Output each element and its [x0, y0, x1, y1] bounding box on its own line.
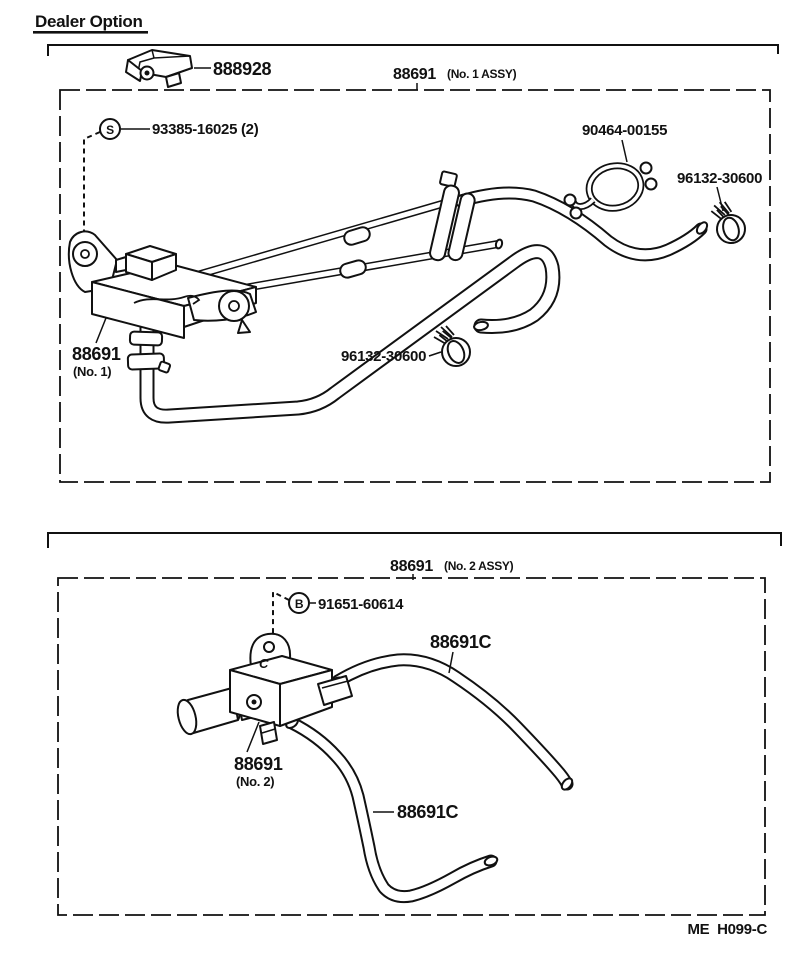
page-code: ME H099-C: [687, 921, 767, 938]
assembly1-drawing: [69, 161, 749, 416]
page-header: [33, 12, 148, 34]
valve2-number: 88691: [234, 754, 283, 774]
assembly2-box: [58, 578, 765, 915]
screw-number: 93385-16025 (2): [152, 121, 259, 138]
assembly2-bracket: [48, 533, 781, 548]
title-underline: [33, 31, 148, 34]
assembly2-number: 88691: [390, 558, 433, 575]
hose-clamp-lower-number: 96132-30600: [341, 348, 427, 365]
hose-clamp-lower-leader: [429, 352, 441, 356]
valve2-leader: [247, 722, 259, 752]
valve1-suffix: (No. 1): [73, 364, 112, 379]
valve1-number: 88691: [72, 344, 121, 364]
valve2-suffix: (No. 2): [236, 774, 275, 789]
page-title: Dealer Option: [35, 12, 143, 31]
bolt-symbol: B: [294, 597, 304, 611]
pipe-clip-icon: [339, 259, 368, 280]
hose-clamp-right-icon: [707, 200, 748, 245]
hose2-upper-number: 88691C: [430, 632, 492, 652]
bolt-dashed-leader: [273, 592, 289, 636]
wire-clamp-leader: [622, 140, 627, 162]
hose-upper-open-end: [695, 220, 709, 235]
assembly2-title: [390, 558, 514, 580]
valve2-icon: [175, 634, 352, 744]
assembly1-number: 88691: [393, 66, 436, 83]
valve1-icon: [69, 231, 256, 338]
wire-clamp-number: 90464-00155: [582, 122, 668, 139]
dealer-clip-icon: [126, 50, 192, 87]
wire-clamp-icon: [565, 161, 657, 218]
tube-band-clamp-icon: [130, 331, 162, 345]
assembly2-suffix: (No. 2 ASSY): [444, 559, 514, 573]
valve2-bracket-mark: C: [259, 656, 269, 671]
screw-dashed-leader: [84, 132, 100, 232]
hose2-lower-number: 88691C: [397, 802, 459, 822]
dealer-clip-number: 888928: [213, 59, 272, 79]
screw-symbol: S: [106, 123, 114, 137]
hose-clamp-right-number: 96132-30600: [677, 170, 763, 187]
valve1-leader: [96, 318, 106, 343]
hose-clamp-lower-icon: [434, 326, 470, 366]
assembly1-title: [393, 66, 517, 90]
bolt-number: 91651-60614: [318, 596, 404, 613]
assembly1-suffix: (No. 1 ASSY): [447, 67, 517, 81]
